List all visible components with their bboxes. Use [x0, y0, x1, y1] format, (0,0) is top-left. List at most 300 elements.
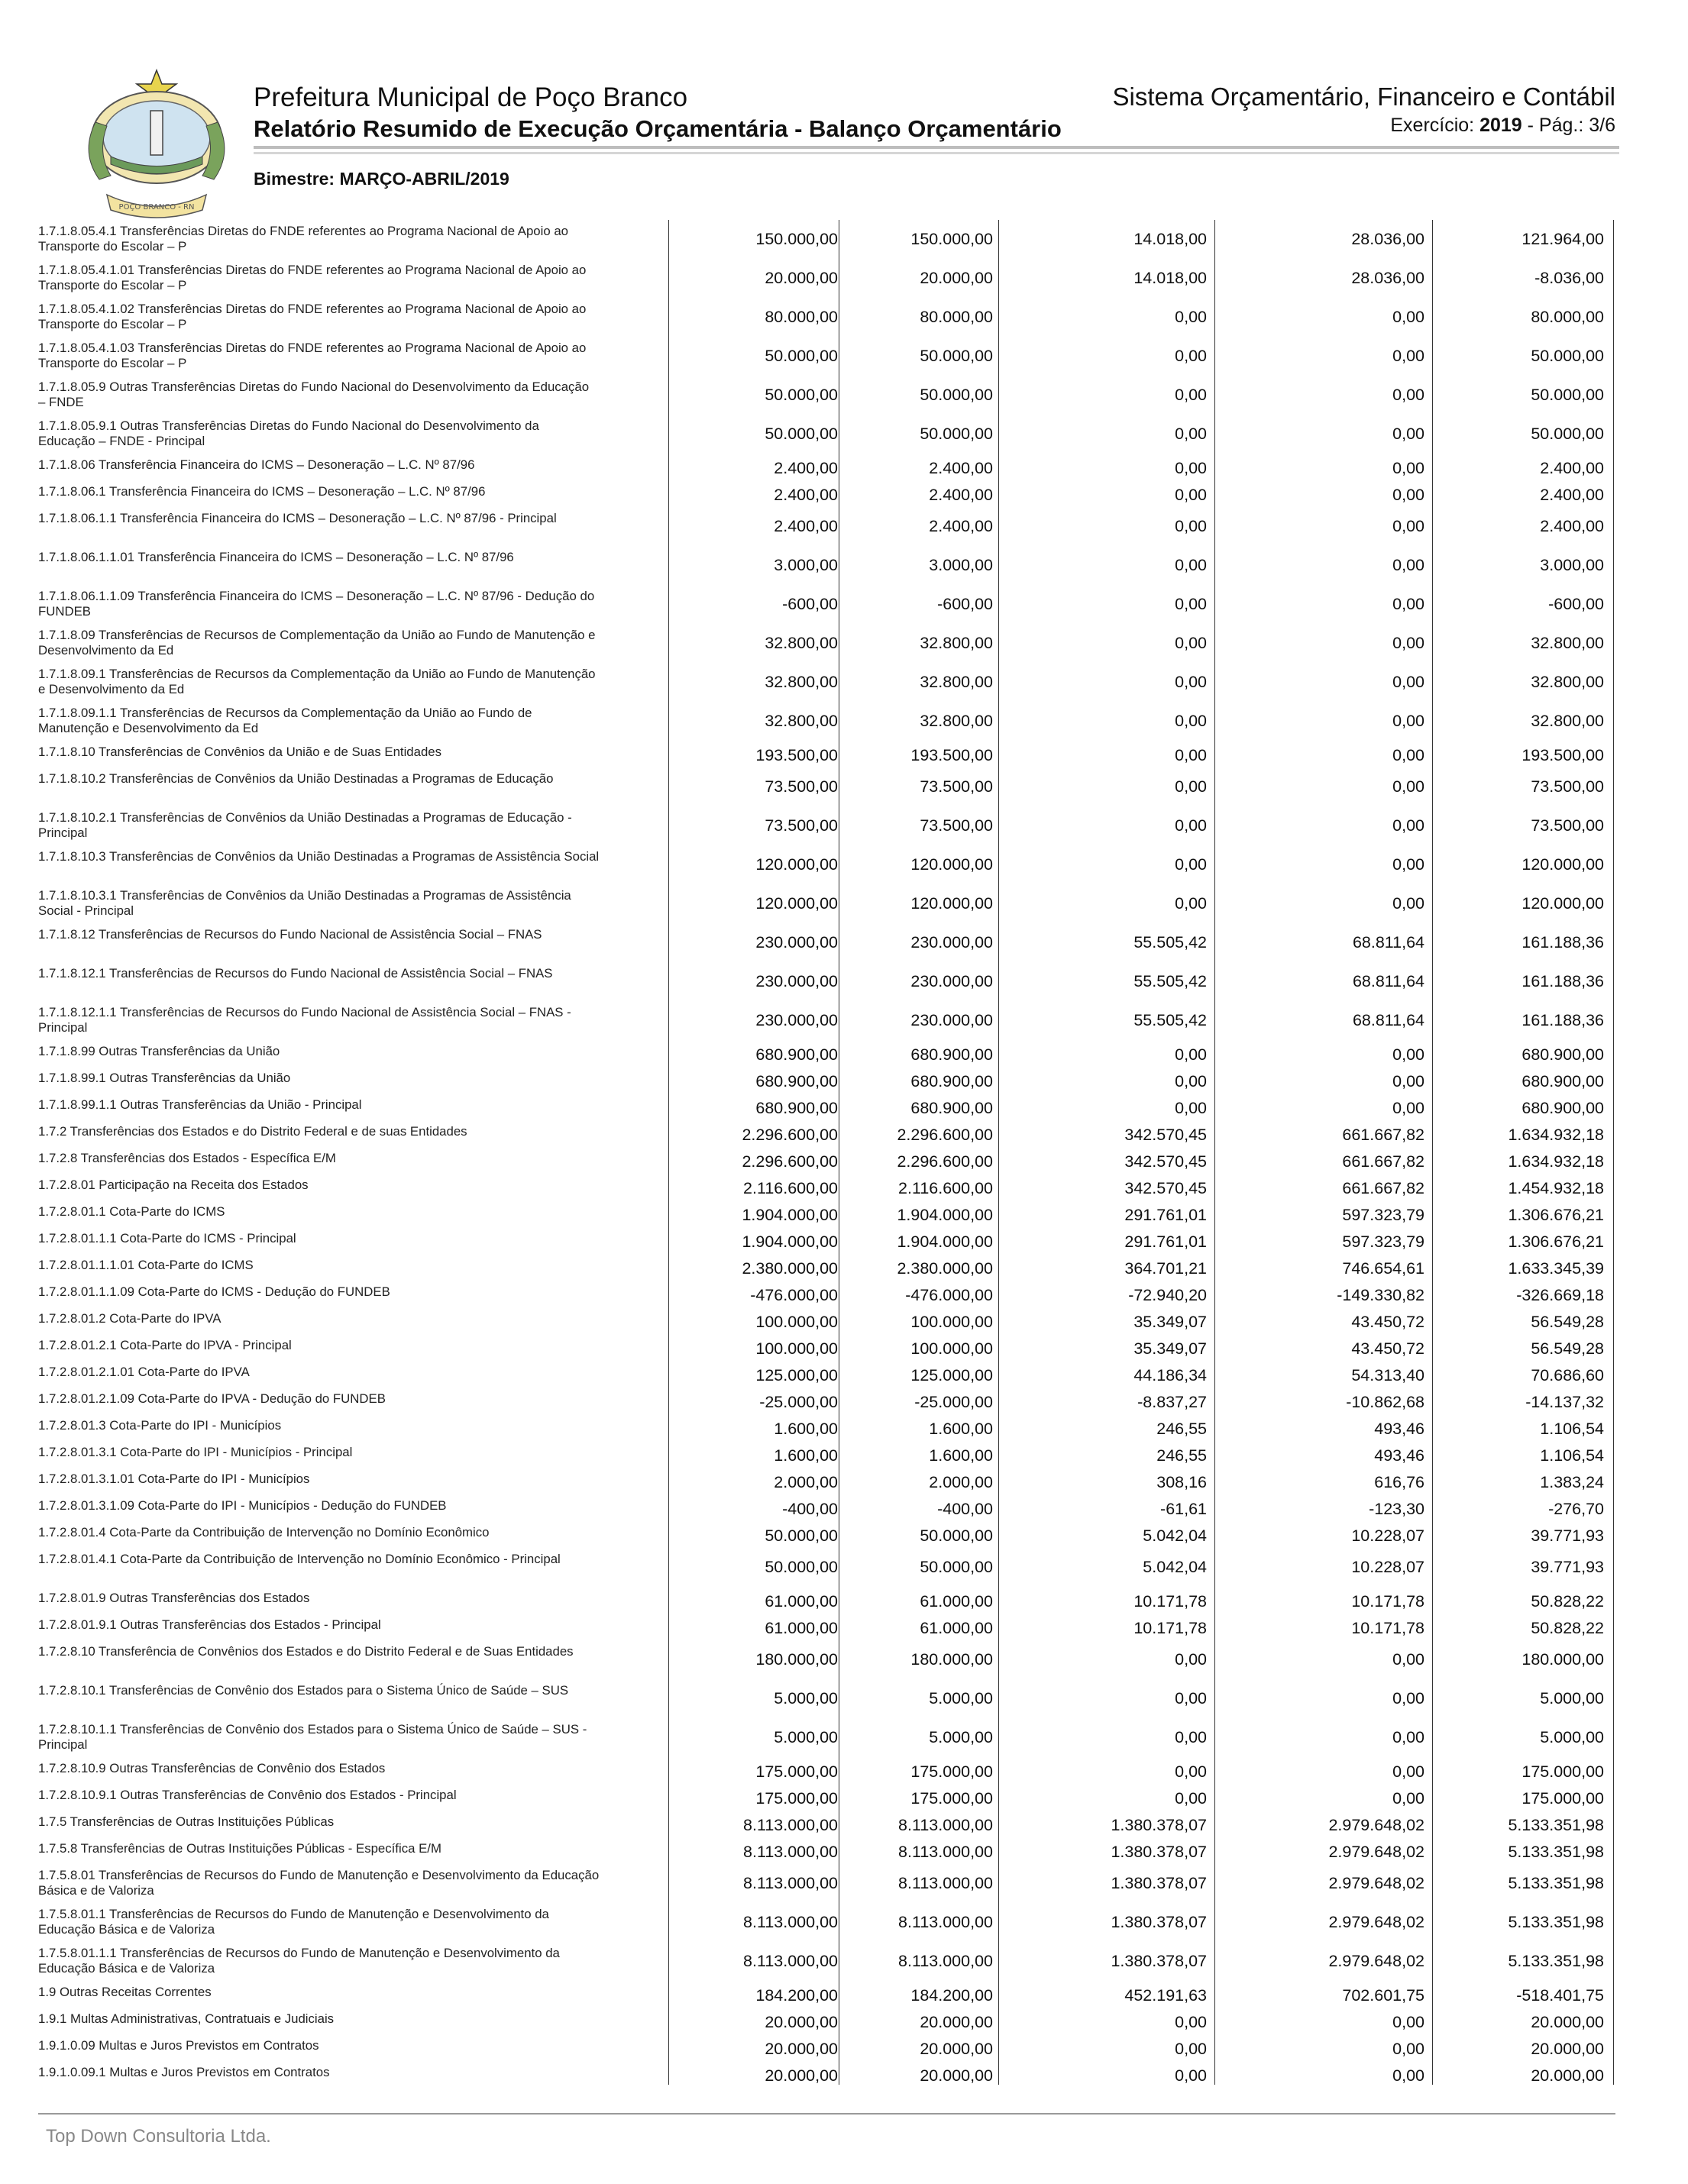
row-value-col-5: 5.133.351,98	[1508, 1952, 1604, 1970]
row-value-col-4: 0,00	[1392, 486, 1424, 504]
row-description: 1.7.2.8.10 Transferência de Convênios dos Estados e do Distrito Federal e de Suas Entidades	[38, 1644, 574, 1659]
row-value-col-1: -476.000,00	[750, 1286, 838, 1304]
row-value-col-1: 32.800,00	[765, 634, 838, 652]
row-value-col-5: 180.000,00	[1521, 1650, 1604, 1669]
row-value-col-5: 1.634.932,18	[1508, 1152, 1604, 1171]
row-value-col-1: -25.000,00	[759, 1393, 838, 1411]
exercise-year: 2019	[1479, 115, 1522, 136]
footer-divider	[38, 2113, 1615, 2115]
row-value-col-5: 1.106,54	[1540, 1446, 1604, 1465]
row-value-col-2: -25.000,00	[914, 1393, 993, 1411]
row-value-col-2: 5.000,00	[929, 1728, 993, 1746]
row-value-col-5: 2.400,00	[1540, 486, 1604, 504]
row-value-col-1: 50.000,00	[765, 1558, 838, 1576]
row-description: 1.7.2.8.10.9 Outras Transferências de Convênio dos Estados	[38, 1761, 386, 1775]
footer-company: Top Down Consultoria Ltda.	[46, 2126, 271, 2147]
row-value-col-5: -14.137,32	[1525, 1393, 1604, 1411]
row-value-col-1: 125.000,00	[755, 1366, 838, 1384]
row-value-col-4: 68.811,64	[1352, 1011, 1424, 1029]
row-value-col-3: 0,00	[1175, 634, 1207, 652]
row-description: 1.7.5.8.01.1 Transferências de Recursos do Fundo de Manutenção e Desenvolvimento da Educação Básica e de Valoriza	[38, 1907, 549, 1937]
row-value-col-2: 2.400,00	[929, 486, 993, 504]
row-value-col-2: 8.113.000,00	[898, 1952, 993, 1970]
row-value-col-3: 0,00	[1175, 2013, 1207, 2031]
row-value-col-5: 193.500,00	[1521, 746, 1604, 764]
row-value-col-5: 20.000,00	[1531, 2040, 1604, 2058]
row-value-col-3: 1.380.378,07	[1111, 1913, 1207, 1931]
row-value-col-4: 0,00	[1392, 816, 1424, 835]
row-value-col-4: -123,30	[1369, 1500, 1424, 1518]
row-description: 1.7.1.8.09.1.1 Transferências de Recursos da Complementação da União ao Fundo de Manutenção e Desenvolvimento da Ed	[38, 706, 532, 735]
row-value-col-3: 452.191,63	[1124, 1986, 1207, 2005]
row-value-col-2: -400,00	[937, 1500, 993, 1518]
row-value-col-4: 68.811,64	[1352, 972, 1424, 990]
row-description: 1.7.2.8.01.3.1 Cota-Parte do IPI - Municípios - Principal	[38, 1445, 353, 1459]
row-value-col-1: 230.000,00	[755, 1011, 838, 1029]
row-value-col-2: 3.000,00	[929, 556, 993, 574]
row-description: 1.7.2.8.01.9.1 Outras Transferências dos Estados - Principal	[38, 1617, 381, 1632]
row-value-col-5: 1.383,24	[1540, 1473, 1604, 1491]
row-value-col-5: 39.771,93	[1531, 1527, 1604, 1545]
row-description: 1.7.2.8.01.3.1.09 Cota-Parte do IPI - Municípios - Dedução do FUNDEB	[38, 1498, 447, 1513]
row-value-col-4: 43.450,72	[1351, 1313, 1424, 1331]
row-value-col-5: 50.000,00	[1531, 347, 1604, 365]
row-value-col-3: 35.349,07	[1133, 1313, 1207, 1331]
row-value-col-4: 0,00	[1392, 425, 1424, 443]
row-value-col-5: 32.800,00	[1531, 673, 1604, 691]
row-value-col-2: 5.000,00	[929, 1689, 993, 1707]
row-value-col-5: 1.633.345,39	[1508, 1259, 1604, 1278]
row-value-col-5: 56.549,28	[1531, 1339, 1604, 1358]
row-value-col-1: 50.000,00	[765, 386, 838, 404]
row-description: 1.7.1.8.10 Transferências de Convênios da União e de Suas Entidades	[38, 745, 442, 759]
row-value-col-1: -600,00	[782, 595, 838, 613]
row-value-col-4: 0,00	[1392, 1689, 1424, 1707]
row-value-col-2: 230.000,00	[910, 1011, 993, 1029]
row-description: 1.7.2.8.01.2.1.09 Cota-Parte do IPVA - Dedução do FUNDEB	[38, 1391, 386, 1406]
row-value-col-3: 246,55	[1156, 1446, 1207, 1465]
row-value-col-3: 342.570,45	[1124, 1126, 1207, 1144]
row-value-col-4: 616,76	[1374, 1473, 1424, 1491]
row-value-col-3: 14.018,00	[1133, 269, 1207, 287]
row-value-col-1: 73.500,00	[765, 816, 838, 835]
row-value-col-5: 2.400,00	[1540, 517, 1604, 535]
row-value-col-4: 0,00	[1392, 855, 1424, 874]
row-value-col-1: 3.000,00	[774, 556, 838, 574]
row-value-col-5: 1.634.932,18	[1508, 1126, 1604, 1144]
row-value-col-4: 2.979.648,02	[1328, 1843, 1424, 1861]
row-value-col-3: 35.349,07	[1133, 1339, 1207, 1358]
row-description: 1.7.1.8.05.9.1 Outras Transferências Diretas do Fundo Nacional do Desenvolvimento da Educação – FNDE - Principal	[38, 418, 539, 448]
row-value-col-3: 14.018,00	[1133, 230, 1207, 248]
row-value-col-5: 1.106,54	[1540, 1420, 1604, 1438]
row-value-col-1: 175.000,00	[755, 1789, 838, 1808]
row-value-col-4: 2.979.648,02	[1328, 1913, 1424, 1931]
row-value-col-2: 8.113.000,00	[898, 1874, 993, 1892]
row-value-col-2: 230.000,00	[910, 933, 993, 951]
row-value-col-1: 2.400,00	[774, 517, 838, 535]
row-description: 1.7.2.8.01.3 Cota-Parte do IPI - Municípios	[38, 1418, 282, 1433]
page-title: Prefeitura Municipal de Poço Branco	[254, 82, 688, 112]
row-value-col-3: 0,00	[1175, 746, 1207, 764]
row-value-col-3: 0,00	[1175, 556, 1207, 574]
row-value-col-2: 184.200,00	[910, 1986, 993, 2005]
row-value-col-1: 50.000,00	[765, 347, 838, 365]
row-value-col-3: 5.042,04	[1143, 1527, 1207, 1545]
row-value-col-1: 20.000,00	[765, 2066, 838, 2085]
row-value-col-4: 661.667,82	[1342, 1126, 1424, 1144]
row-value-col-5: 680.900,00	[1521, 1099, 1604, 1117]
row-value-col-4: 0,00	[1392, 386, 1424, 404]
row-value-col-1: 2.296.600,00	[742, 1126, 838, 1144]
row-value-col-2: 150.000,00	[910, 230, 993, 248]
row-value-col-3: 342.570,45	[1124, 1179, 1207, 1197]
row-value-col-3: 0,00	[1175, 673, 1207, 691]
row-value-col-2: 180.000,00	[910, 1650, 993, 1669]
row-value-col-4: 0,00	[1392, 2066, 1424, 2085]
row-value-col-5: 5.000,00	[1540, 1728, 1604, 1746]
row-value-col-2: 2.296.600,00	[897, 1152, 993, 1171]
row-value-col-5: 73.500,00	[1531, 777, 1604, 796]
row-value-col-3: 0,00	[1175, 1789, 1207, 1808]
row-value-col-1: 184.200,00	[755, 1986, 838, 2005]
row-value-col-1: 8.113.000,00	[743, 1843, 838, 1861]
row-value-col-1: 2.400,00	[774, 486, 838, 504]
row-value-col-2: 230.000,00	[910, 972, 993, 990]
row-value-col-4: 54.313,40	[1351, 1366, 1424, 1384]
row-value-col-1: 680.900,00	[755, 1072, 838, 1090]
row-value-col-2: 100.000,00	[910, 1313, 993, 1331]
row-value-col-1: 50.000,00	[765, 425, 838, 443]
system-name: Sistema Orçamentário, Financeiro e Contábil	[1112, 82, 1615, 111]
row-value-col-4: 0,00	[1392, 2013, 1424, 2031]
row-value-col-2: 32.800,00	[920, 673, 993, 691]
row-value-col-2: 2.296.600,00	[897, 1126, 993, 1144]
row-value-col-5: 56.549,28	[1531, 1313, 1604, 1331]
row-value-col-5: -276,70	[1548, 1500, 1604, 1518]
row-value-col-4: -149.330,82	[1337, 1286, 1424, 1304]
row-value-col-1: 2.296.600,00	[742, 1152, 838, 1171]
row-value-col-5: 175.000,00	[1521, 1762, 1604, 1781]
row-value-col-4: 28.036,00	[1351, 230, 1424, 248]
row-value-col-2: 175.000,00	[910, 1762, 993, 1781]
row-value-col-5: 32.800,00	[1531, 634, 1604, 652]
row-description: 1.7.2.8.10.9.1 Outras Transferências de Convênio dos Estados - Principal	[38, 1788, 457, 1802]
row-value-col-2: 193.500,00	[910, 746, 993, 764]
row-value-col-4: 0,00	[1392, 777, 1424, 796]
row-description: 1.7.2.8.10.1 Transferências de Convênio dos Estados para o Sistema Único de Saúde – SUS	[38, 1683, 569, 1698]
row-value-col-5: 1.454.932,18	[1508, 1179, 1604, 1197]
row-description: 1.7.1.8.09 Transferências de Recursos de Complementação da União ao Fundo de Manutenção e Desenvolvimento da Ed	[38, 628, 596, 657]
row-description: 1.7.1.8.12 Transferências de Recursos do Fundo Nacional de Assistência Social – FNAS	[38, 927, 542, 942]
row-value-col-4: 2.979.648,02	[1328, 1874, 1424, 1892]
row-value-col-1: 32.800,00	[765, 673, 838, 691]
row-value-col-3: 0,00	[1175, 347, 1207, 365]
row-value-col-1: 5.000,00	[774, 1689, 838, 1707]
row-description: 1.7.1.8.12.1.1 Transferências de Recursos do Fundo Nacional de Assistência Social – FNAS - Principal	[38, 1005, 571, 1035]
row-value-col-2: 50.000,00	[920, 386, 993, 404]
row-description: 1.7.2.8.01.1.1 Cota-Parte do ICMS - Principal	[38, 1231, 296, 1245]
row-value-col-1: 2.116.600,00	[743, 1179, 838, 1197]
row-value-col-2: 73.500,00	[920, 816, 993, 835]
row-value-col-2: 125.000,00	[910, 1366, 993, 1384]
row-value-col-3: 44.186,34	[1133, 1366, 1207, 1384]
row-description: 1.7.1.8.05.4.1.03 Transferências Diretas do FNDE referentes ao Programa Nacional de Apoio ao Transporte do Escolar – P	[38, 341, 587, 370]
row-description: 1.7.2.8 Transferências dos Estados - Específica E/M	[38, 1151, 336, 1165]
row-description: 1.9.1 Multas Administrativas, Contratuais e Judiciais	[38, 2011, 335, 2026]
row-value-col-1: 100.000,00	[755, 1313, 838, 1331]
row-value-col-1: 8.113.000,00	[743, 1816, 838, 1834]
row-value-col-2: 8.113.000,00	[898, 1843, 993, 1861]
row-value-col-3: 1.380.378,07	[1111, 1952, 1207, 1970]
row-value-col-2: 20.000,00	[920, 2066, 993, 2085]
row-value-col-4: 0,00	[1392, 2040, 1424, 2058]
row-value-col-3: 0,00	[1175, 1762, 1207, 1781]
row-value-col-3: 0,00	[1175, 517, 1207, 535]
row-value-col-1: 61.000,00	[765, 1592, 838, 1611]
row-value-col-1: 20.000,00	[765, 2013, 838, 2031]
row-value-col-3: 342.570,45	[1124, 1152, 1207, 1171]
row-value-col-3: 0,00	[1175, 386, 1207, 404]
row-value-col-5: 39.771,93	[1531, 1558, 1604, 1576]
row-description: 1.7.1.8.05.4.1.02 Transferências Diretas do FNDE referentes ao Programa Nacional de Apoio ao Transporte do Escolar – P	[38, 302, 587, 331]
row-value-col-4: 0,00	[1392, 712, 1424, 730]
row-value-col-5: 121.964,00	[1521, 230, 1604, 248]
row-description: 1.7.1.8.06 Transferência Financeira do ICMS – Desoneração – L.C. Nº 87/96	[38, 457, 475, 472]
row-value-col-2: 120.000,00	[910, 855, 993, 874]
row-value-col-2: 120.000,00	[910, 894, 993, 913]
row-value-col-4: 0,00	[1392, 595, 1424, 613]
row-description: 1.7.1.8.10.2 Transferências de Convênios da União Destinadas a Programas de Educação	[38, 771, 554, 786]
row-value-col-4: 0,00	[1392, 347, 1424, 365]
row-value-col-1: -400,00	[782, 1500, 838, 1518]
row-value-col-1: 1.600,00	[774, 1420, 838, 1438]
row-value-col-4: 0,00	[1392, 1045, 1424, 1064]
row-value-col-5: 120.000,00	[1521, 894, 1604, 913]
row-description: 1.7.2.8.01.1.1.01 Cota-Parte do ICMS	[38, 1258, 254, 1272]
row-value-col-2: 32.800,00	[920, 712, 993, 730]
row-value-col-2: 680.900,00	[910, 1099, 993, 1117]
row-value-col-2: 175.000,00	[910, 1789, 993, 1808]
row-value-col-3: 1.380.378,07	[1111, 1843, 1207, 1861]
row-value-col-3: 5.042,04	[1143, 1558, 1207, 1576]
row-value-col-1: 8.113.000,00	[743, 1952, 838, 1970]
row-value-col-4: 2.979.648,02	[1328, 1952, 1424, 1970]
row-description: 1.7.1.8.05.4.1 Transferências Diretas do FNDE referentes ao Programa Nacional de Apoio ao Transporte do Escolar – P	[38, 224, 569, 254]
row-description: 1.7.1.8.06.1.1 Transferência Financeira do ICMS – Desoneração – L.C. Nº 87/96 - Principal	[38, 511, 557, 525]
row-value-col-4: 493,46	[1374, 1446, 1424, 1465]
row-value-col-3: 246,55	[1156, 1420, 1207, 1438]
row-value-col-5: 680.900,00	[1521, 1045, 1604, 1064]
exercise-label: Exercício:	[1390, 115, 1475, 136]
row-description: 1.7.1.8.10.3 Transferências de Convênios da União Destinadas a Programas de Assistência Social	[38, 849, 600, 864]
row-value-col-4: 0,00	[1392, 1728, 1424, 1746]
row-value-col-2: 20.000,00	[920, 269, 993, 287]
row-value-col-2: 50.000,00	[920, 425, 993, 443]
row-value-col-5: 20.000,00	[1531, 2013, 1604, 2031]
row-value-col-5: 120.000,00	[1521, 855, 1604, 874]
row-value-col-1: 50.000,00	[765, 1527, 838, 1545]
row-value-col-5: 5.133.351,98	[1508, 1874, 1604, 1892]
row-value-col-3: 0,00	[1175, 855, 1207, 874]
row-value-col-2: 20.000,00	[920, 2040, 993, 2058]
row-value-col-3: 0,00	[1175, 777, 1207, 796]
row-value-col-4: 28.036,00	[1351, 269, 1424, 287]
row-value-col-4: 597.323,79	[1342, 1233, 1424, 1251]
row-value-col-5: 5.000,00	[1540, 1689, 1604, 1707]
row-description: 1.7.1.8.99.1 Outras Transferências da União	[38, 1071, 291, 1085]
row-value-col-2: 1.600,00	[929, 1446, 993, 1465]
row-value-col-5: 50.000,00	[1531, 386, 1604, 404]
row-value-col-1: 8.113.000,00	[743, 1874, 838, 1892]
row-value-col-5: 5.133.351,98	[1508, 1816, 1604, 1834]
row-value-col-2: 680.900,00	[910, 1045, 993, 1064]
row-value-col-5: 32.800,00	[1531, 712, 1604, 730]
row-value-col-1: 73.500,00	[765, 777, 838, 796]
row-value-col-5: -600,00	[1548, 595, 1604, 613]
row-value-col-2: -600,00	[937, 595, 993, 613]
row-description: 1.7.1.8.05.4.1.01 Transferências Diretas do FNDE referentes ao Programa Nacional de Apoio ao Transporte do Escolar – P	[38, 263, 587, 292]
row-value-col-3: 308,16	[1156, 1473, 1207, 1491]
row-value-col-4: 0,00	[1392, 459, 1424, 477]
row-value-col-1: 150.000,00	[755, 230, 838, 248]
row-value-col-5: 73.500,00	[1531, 816, 1604, 835]
row-value-col-2: 2.380.000,00	[897, 1259, 993, 1278]
row-value-col-1: 2.380.000,00	[742, 1259, 838, 1278]
row-value-col-3: 55.505,42	[1133, 933, 1207, 951]
row-value-col-5: 161.188,36	[1521, 1011, 1604, 1029]
row-value-col-3: 55.505,42	[1133, 1011, 1207, 1029]
report-subtitle: Relatório Resumido de Execução Orçamentária - Balanço Orçamentário	[254, 115, 1062, 142]
row-value-col-4: 0,00	[1392, 673, 1424, 691]
row-value-col-2: 50.000,00	[920, 1527, 993, 1545]
row-value-col-1: 2.000,00	[774, 1473, 838, 1491]
row-value-col-3: 0,00	[1175, 1650, 1207, 1669]
row-value-col-2: 73.500,00	[920, 777, 993, 796]
row-value-col-1: 80.000,00	[765, 308, 838, 326]
row-value-col-3: 1.380.378,07	[1111, 1874, 1207, 1892]
row-value-col-3: 0,00	[1175, 425, 1207, 443]
row-value-col-4: 0,00	[1392, 1650, 1424, 1669]
row-description: 1.7.1.8.06.1 Transferência Financeira do ICMS – Desoneração – L.C. Nº 87/96	[38, 484, 486, 499]
row-value-col-5: 175.000,00	[1521, 1789, 1604, 1808]
row-value-col-4: 661.667,82	[1342, 1179, 1424, 1197]
row-value-col-4: 0,00	[1392, 1099, 1424, 1117]
row-value-col-5: -8.036,00	[1534, 269, 1604, 287]
row-value-col-4: 10.228,07	[1351, 1527, 1424, 1545]
row-value-col-1: 230.000,00	[755, 933, 838, 951]
row-value-col-4: 0,00	[1392, 1072, 1424, 1090]
row-value-col-1: 120.000,00	[755, 855, 838, 874]
row-value-col-2: 32.800,00	[920, 634, 993, 652]
row-value-col-5: 70.686,60	[1531, 1366, 1604, 1384]
row-value-col-3: 0,00	[1175, 308, 1207, 326]
row-value-col-2: 8.113.000,00	[898, 1913, 993, 1931]
row-value-col-3: 0,00	[1175, 1045, 1207, 1064]
row-value-col-2: 8.113.000,00	[898, 1816, 993, 1834]
bimester-label: Bimestre: MARÇO-ABRIL/2019	[254, 169, 509, 189]
row-value-col-4: 0,00	[1392, 517, 1424, 535]
row-value-col-2: 61.000,00	[920, 1619, 993, 1637]
row-value-col-2: 80.000,00	[920, 308, 993, 326]
row-value-col-3: -61,61	[1160, 1500, 1207, 1518]
row-value-col-3: 0,00	[1175, 595, 1207, 613]
row-value-col-1: 32.800,00	[765, 712, 838, 730]
row-value-col-1: 680.900,00	[755, 1099, 838, 1117]
row-value-col-5: 161.188,36	[1521, 933, 1604, 951]
row-value-col-1: 8.113.000,00	[743, 1913, 838, 1931]
row-value-col-2: 20.000,00	[920, 2013, 993, 2031]
row-value-col-4: 0,00	[1392, 1789, 1424, 1808]
row-value-col-1: 20.000,00	[765, 2040, 838, 2058]
row-value-col-4: 0,00	[1392, 634, 1424, 652]
row-description: 1.7.2.8.01.9 Outras Transferências dos Estados	[38, 1591, 310, 1605]
row-value-col-1: 1.904.000,00	[742, 1233, 838, 1251]
row-description: 1.7.2.8.01.4 Cota-Parte da Contribuição de Intervenção no Domínio Econômico	[38, 1525, 490, 1539]
row-description: 1.7.1.8.10.3.1 Transferências de Convênios da União Destinadas a Programas de Assistência Social - Principal	[38, 888, 571, 918]
row-value-col-3: 0,00	[1175, 1728, 1207, 1746]
row-value-col-2: 50.000,00	[920, 347, 993, 365]
row-value-col-2: 1.904.000,00	[897, 1233, 993, 1251]
row-value-col-5: 3.000,00	[1540, 556, 1604, 574]
row-value-col-3: 0,00	[1175, 1072, 1207, 1090]
row-value-col-3: 10.171,78	[1133, 1592, 1207, 1611]
row-value-col-2: 680.900,00	[910, 1072, 993, 1090]
row-description: 1.7.5 Transferências de Outras Instituições Públicas	[38, 1814, 335, 1829]
row-value-col-5: 50.828,22	[1531, 1592, 1604, 1611]
row-description: 1.7.2.8.01.3.1.01 Cota-Parte do IPI - Municípios	[38, 1472, 310, 1486]
row-value-col-3: -72.940,20	[1128, 1286, 1207, 1304]
row-value-col-4: 0,00	[1392, 308, 1424, 326]
row-value-col-2: 50.000,00	[920, 1558, 993, 1576]
row-description: 1.7.2.8.01.2.1.01 Cota-Parte do IPVA	[38, 1365, 250, 1379]
row-value-col-1: 230.000,00	[755, 972, 838, 990]
row-value-col-4: 10.228,07	[1351, 1558, 1424, 1576]
row-description: 1.7.2.8.01.4.1 Cota-Parte da Contribuição de Intervenção no Domínio Econômico - Principal	[38, 1552, 561, 1566]
row-description: 1.9 Outras Receitas Correntes	[38, 1985, 212, 1999]
row-description: 1.7.1.8.99.1.1 Outras Transferências da União - Principal	[38, 1097, 362, 1112]
row-value-col-5: 5.133.351,98	[1508, 1913, 1604, 1931]
row-value-col-3: 0,00	[1175, 2066, 1207, 2085]
row-value-col-4: 0,00	[1392, 746, 1424, 764]
row-value-col-3: 0,00	[1175, 486, 1207, 504]
row-value-col-1: 680.900,00	[755, 1045, 838, 1064]
row-value-col-2: 2.400,00	[929, 517, 993, 535]
row-value-col-4: 10.171,78	[1351, 1592, 1424, 1611]
row-value-col-4: 746.654,61	[1342, 1259, 1424, 1278]
row-value-col-2: 61.000,00	[920, 1592, 993, 1611]
row-value-col-5: 5.133.351,98	[1508, 1843, 1604, 1861]
row-description: 1.7.2.8.01.1.1.09 Cota-Parte do ICMS - Dedução do FUNDEB	[38, 1284, 390, 1299]
row-value-col-1: 20.000,00	[765, 269, 838, 287]
row-value-col-3: 0,00	[1175, 1689, 1207, 1707]
row-description: 1.7.5.8.01.1.1 Transferências de Recursos do Fundo de Manutenção e Desenvolvimento da Educação Básica e de Valoriza	[38, 1946, 560, 1976]
row-value-col-3: 291.761,01	[1124, 1206, 1207, 1224]
row-value-col-5: 50.000,00	[1531, 425, 1604, 443]
row-value-col-1: 2.400,00	[774, 459, 838, 477]
row-description: 1.7.1.8.12.1 Transferências de Recursos do Fundo Nacional de Assistência Social – FNAS	[38, 966, 553, 981]
row-value-col-2: 100.000,00	[910, 1339, 993, 1358]
row-value-col-2: -476.000,00	[905, 1286, 993, 1304]
row-value-col-3: 364.701,21	[1124, 1259, 1207, 1278]
row-value-col-5: 1.306.676,21	[1508, 1206, 1604, 1224]
row-value-col-1: 1.904.000,00	[742, 1206, 838, 1224]
row-value-col-4: 493,46	[1374, 1420, 1424, 1438]
row-description: 1.7.5.8.01 Transferências de Recursos do Fundo de Manutenção e Desenvolvimento da Educação Básica e de Valoriza	[38, 1868, 600, 1898]
row-value-col-5: 1.306.676,21	[1508, 1233, 1604, 1251]
row-description: 1.7.5.8 Transferências de Outras Instituições Públicas - Específica E/M	[38, 1841, 441, 1856]
row-description: 1.7.2.8.10.1.1 Transferências de Convênio dos Estados para o Sistema Único de Saúde – SUS - Principal	[38, 1722, 587, 1752]
